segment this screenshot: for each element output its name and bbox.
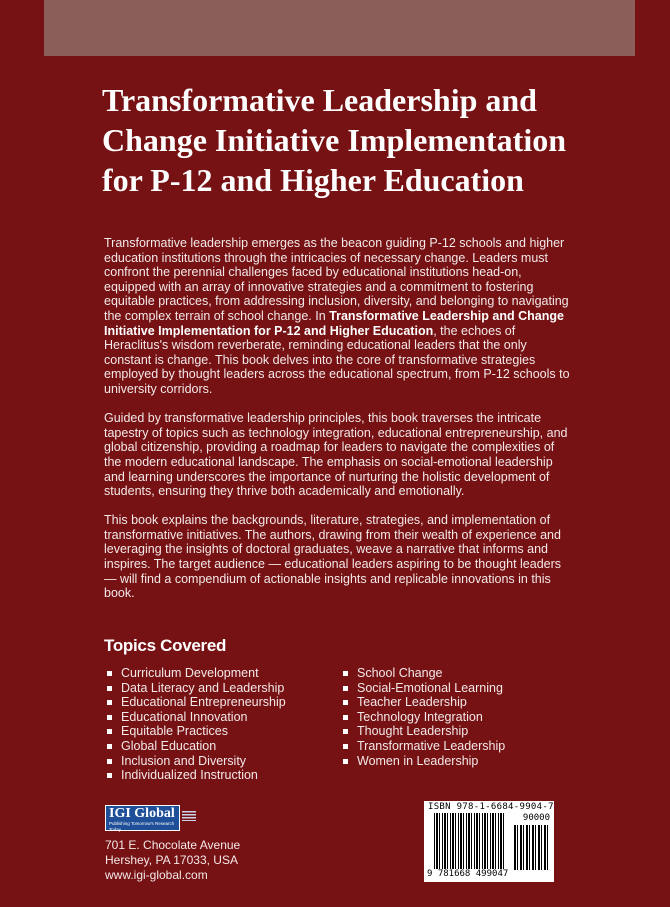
price-barcode-bars	[514, 825, 550, 870]
p1-text-end: , the echoes of Heraclitus's wisdom reverberate, reminding educational leaders that the only constant is change. This book delves into the core of transformative strategies employed by thought leaders across the educational spectrum, from P-12 schools to university corridors.	[104, 323, 570, 396]
topic-item: Technology Integration	[340, 710, 505, 725]
topic-item: Equitable Practices	[104, 724, 286, 739]
book-title: Transformative Leadership and Change Initiative Implementation for P-12 and Higher Education	[102, 82, 566, 198]
logo-tagline: Publishing Tomorrow's Research Today	[109, 821, 175, 832]
p1-text: Transformative leadership emerges as the beacon guiding P-12 schools and higher education institutions through the intricacies of necessary change. Leaders must confront the perennial challenges faced by educational institutions head-on, equipped with an array of innovative strategies and a commitment to fostering equitable practices, from addressing inclusion, diversity, and belonging to navigating the complex terrain of school change. In	[104, 236, 569, 323]
top-band	[44, 0, 635, 56]
isbn-text: ISBN 978-1-6684-9904-7	[428, 802, 554, 812]
topics-list-1	[104, 666, 286, 783]
topic-item: Teacher Leadership	[340, 695, 505, 710]
topic-item: Educational Innovation	[104, 710, 286, 725]
topic-item: Transformative Leadership	[340, 739, 505, 754]
topics-list-2	[340, 666, 505, 768]
p1-book-title: Transformative Leadership and Change Initiative Implementation for P-12 and Higher Education	[104, 308, 564, 338]
website: www.igi-global.com	[105, 868, 208, 882]
paragraph-1	[104, 236, 572, 397]
topic-item: Thought Leadership	[340, 724, 505, 739]
description	[104, 236, 572, 615]
publisher-address	[105, 838, 240, 883]
ean-number: 9 781668 499047	[427, 869, 509, 879]
topic-item: Educational Entrepreneurship	[104, 695, 286, 710]
paragraph-2: Guided by transformative leadership principles, this book traverses the intricate tapestry of topics such as technology integration, educational entrepreneurship, and global citizenship, providing a roadmap for leaders to navigate the complexities of the modern educational landscape. The emphasis on social-emotional leadership and learning underscores the importance of nurturing the holistic development of students, ensuring they thrive both academically and emotionally.	[104, 411, 568, 499]
topic-item: School Change	[340, 666, 505, 681]
isbn-barcode	[424, 801, 554, 882]
address-line-2: Hershey, PA 17033, USA	[105, 853, 238, 867]
logo-name: IGI Global	[109, 806, 175, 821]
topic-item: Social-Emotional Learning	[340, 681, 505, 696]
logo-flag-icon	[182, 811, 196, 821]
topic-item: Global Education	[104, 739, 286, 754]
topic-item: Individualized Instruction	[104, 768, 286, 783]
topics-heading: Topics Covered	[104, 636, 227, 655]
topic-item: Curriculum Development	[104, 666, 286, 681]
barcode-bars	[434, 813, 506, 870]
price-code: 90000	[522, 813, 550, 823]
topic-item: Inclusion and Diversity	[104, 754, 286, 769]
topic-item: Women in Leadership	[340, 754, 505, 769]
address-line-1: 701 E. Chocolate Avenue	[105, 838, 241, 852]
igi-global-logo	[105, 805, 180, 831]
paragraph-3: This book explains the backgrounds, literature, strategies, and implementation of transformative initiatives. The authors, drawing from their wealth of experience and leveraging the insights of doctoral graduates, weave a narrative that informs and inspires. The target audience — educational leaders aspiring to be thought leaders — will find a compendium of actionable insights and replicable innovations in this book.	[104, 513, 562, 601]
topic-item: Data Literacy and Leadership	[104, 681, 286, 696]
